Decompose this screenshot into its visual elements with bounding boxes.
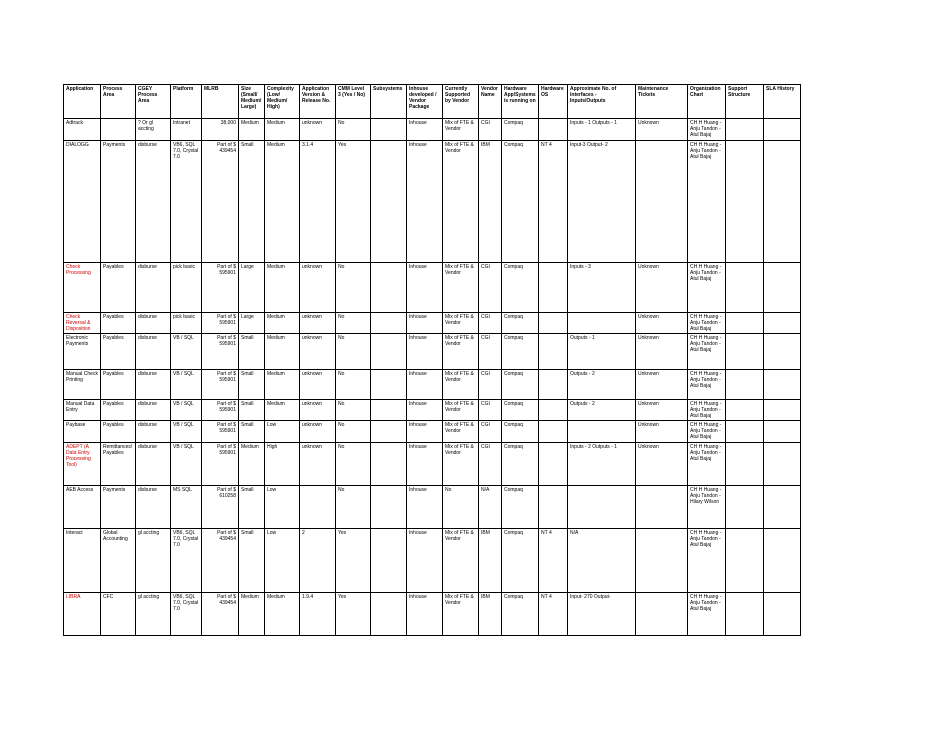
cell-hardware: Compaq [502, 370, 539, 400]
cell-subsystems [371, 313, 407, 334]
cell-version: 1.9.4 [300, 593, 336, 636]
cell-tickets: Unknown [636, 400, 688, 421]
cell-hardware: Compaq [502, 263, 539, 313]
cell-inhouse: Inhouse [407, 421, 443, 443]
cell-cgey-area: ? Or gl accting [136, 119, 171, 141]
cell-vendor: IBM [479, 529, 502, 593]
cell-os [539, 421, 568, 443]
cell-os [539, 263, 568, 313]
cell-complexity: Medium [265, 119, 300, 141]
cell-interfaces: Input- 270 Output- [568, 593, 636, 636]
cell-complexity: Low [265, 486, 300, 529]
cell-org-chart: CH H Huang - Anju Tandon - Atul Bajaj [688, 263, 726, 313]
cell-cmm: No [336, 421, 371, 443]
cell-support [726, 486, 764, 529]
cell-support [726, 334, 764, 370]
cell-application: Manual Data Entry [64, 400, 101, 421]
cell-subsystems [371, 593, 407, 636]
cell-vendor: CGI [479, 443, 502, 486]
cell-supported: No [443, 486, 479, 529]
cell-cgey-area: disburse [136, 263, 171, 313]
cell-inhouse: Inhouse [407, 263, 443, 313]
table-row [64, 400, 801, 421]
cell-vendor: CGI [479, 334, 502, 370]
cell-supported: Mix of FTE & Vendor [443, 443, 479, 486]
cell-interfaces: Inputs - 1 Outputs - 1 [568, 119, 636, 141]
cell-cgey-area: disburse [136, 334, 171, 370]
table-row [64, 529, 801, 593]
cell-supported: Mix of FTE & Vendor [443, 593, 479, 636]
col-mlrb: MLRB [202, 85, 239, 119]
col-cgey-process-area: CGEY Process Area [136, 85, 171, 119]
cell-version: unknown [300, 334, 336, 370]
col-sla: SLA History [764, 85, 801, 119]
table-row [64, 313, 801, 334]
cell-complexity: Low [265, 529, 300, 593]
cell-cmm: Yes [336, 141, 371, 263]
cell-subsystems [371, 334, 407, 370]
cell-process-area: Payables [101, 313, 136, 334]
cell-supported: Mix of FTE & Vendor [443, 334, 479, 370]
cell-cmm: No [336, 313, 371, 334]
cell-sla [764, 593, 801, 636]
cell-tickets: Unknown [636, 119, 688, 141]
cell-size: Medium [239, 443, 265, 486]
cell-hardware: Compaq [502, 486, 539, 529]
cell-mlrb: Part of $ 595901 [202, 263, 239, 313]
cell-cmm: No [336, 263, 371, 313]
cell-os [539, 313, 568, 334]
cell-process-area: Payments [101, 486, 136, 529]
col-complexity: Complexity (Low/ Medium/ High) [265, 85, 300, 119]
cell-org-chart: CH H Huang - Anju Tandon - Atul Bajaj [688, 593, 726, 636]
cell-version: 3.1.4 [300, 141, 336, 263]
table-row [64, 443, 801, 486]
cell-platform: MS SQL [171, 486, 202, 529]
cell-vendor: CGI [479, 263, 502, 313]
cell-org-chart: CH H Huang - Anju Tandon - Hilary Wilson [688, 486, 726, 529]
cell-cmm: No [336, 400, 371, 421]
cell-support [726, 443, 764, 486]
cell-os: NT 4 [539, 593, 568, 636]
cell-support [726, 529, 764, 593]
cell-cgey-area: disburse [136, 421, 171, 443]
cell-subsystems [371, 400, 407, 421]
cell-vendor: CGI [479, 421, 502, 443]
cell-org-chart: CH H Huang - Anju Tandon - Atul Bajaj [688, 313, 726, 334]
cell-supported: Mix of FTE & Vendor [443, 421, 479, 443]
cell-mlrb: Part of $ 595901 [202, 421, 239, 443]
cell-process-area: CFC [101, 593, 136, 636]
cell-os: NT 4 [539, 529, 568, 593]
cell-process-area: Payments [101, 141, 136, 263]
cell-application: Check Processing [64, 263, 101, 313]
cell-vendor: CGI [479, 119, 502, 141]
cell-sla [764, 486, 801, 529]
col-inhouse: Inhouse developed / Vendor Package [407, 85, 443, 119]
col-supported: Currently Supported by Vendor [443, 85, 479, 119]
cell-platform: VB6, SQL 7.0, Crystal 7.0 [171, 593, 202, 636]
cell-size: Small [239, 421, 265, 443]
cell-version: unknown [300, 400, 336, 421]
cell-cmm: No [336, 370, 371, 400]
cell-sla [764, 529, 801, 593]
table-row [64, 141, 801, 263]
cell-subsystems [371, 443, 407, 486]
cell-hardware: Compaq [502, 400, 539, 421]
cell-os [539, 334, 568, 370]
cell-supported: Mix of FTE & Vendor [443, 529, 479, 593]
cell-vendor: CGI [479, 400, 502, 421]
cell-application: ADEPT (A Data Entry Processing Tool) [64, 443, 101, 486]
cell-mlrb: Part of $ 595901 [202, 313, 239, 334]
cell-interfaces: Inputs - 3 [568, 263, 636, 313]
cell-mlrb: Part of $ 595901 [202, 400, 239, 421]
cell-tickets: Unknown [636, 421, 688, 443]
cell-cgey-area: disburse [136, 486, 171, 529]
cell-hardware: Compaq [502, 593, 539, 636]
cell-vendor: CGI [479, 313, 502, 334]
cell-supported: Mix of FTE & Vendor [443, 141, 479, 263]
cell-tickets: Unknown [636, 370, 688, 400]
cell-size: Large [239, 263, 265, 313]
cell-hardware: Compaq [502, 141, 539, 263]
cell-version [300, 486, 336, 529]
cell-interfaces: Input-3 Output- 2 [568, 141, 636, 263]
cell-size: Large [239, 313, 265, 334]
cell-process-area: Payables [101, 334, 136, 370]
cell-application: Adtrack [64, 119, 101, 141]
cell-support [726, 421, 764, 443]
cell-inhouse: Inhouse [407, 593, 443, 636]
table-row [64, 263, 801, 313]
cell-inhouse: Inhouse [407, 486, 443, 529]
cell-platform: Intranet [171, 119, 202, 141]
cell-support [726, 263, 764, 313]
cell-complexity: Medium [265, 400, 300, 421]
cell-cgey-area: gl accting [136, 593, 171, 636]
cell-platform: VB / SQL [171, 334, 202, 370]
cell-interfaces: Outputs - 1 [568, 334, 636, 370]
cell-version: unknown [300, 370, 336, 400]
cell-os [539, 370, 568, 400]
cell-supported: Mix of FTE & Vendor [443, 400, 479, 421]
cell-size: Small [239, 486, 265, 529]
cell-application: LIBRA [64, 593, 101, 636]
cell-sla [764, 400, 801, 421]
col-size: Size (Small/ Medium/ Large) [239, 85, 265, 119]
table-row [64, 593, 801, 636]
cell-supported: Mix of FTE & Vendor [443, 263, 479, 313]
cell-vendor: IBM [479, 593, 502, 636]
cell-subsystems [371, 141, 407, 263]
cell-vendor: N/A [479, 486, 502, 529]
cell-cmm: No [336, 486, 371, 529]
cell-support [726, 313, 764, 334]
cell-process-area: Payables [101, 400, 136, 421]
cell-version: unknown [300, 421, 336, 443]
cell-tickets: Unknown [636, 263, 688, 313]
cell-tickets [636, 529, 688, 593]
cell-sla [764, 370, 801, 400]
cell-size: Medium [239, 119, 265, 141]
table-body [64, 119, 801, 636]
cell-cgey-area: disburse [136, 141, 171, 263]
cell-cmm: No [336, 334, 371, 370]
cell-sla [764, 263, 801, 313]
cell-size: Small [239, 141, 265, 263]
cell-application: Paybase [64, 421, 101, 443]
cell-process-area: Payables [101, 370, 136, 400]
table-row [64, 486, 801, 529]
cell-complexity: Medium [265, 263, 300, 313]
cell-support [726, 141, 764, 263]
cell-inhouse: Inhouse [407, 313, 443, 334]
cell-tickets: Unknown [636, 313, 688, 334]
cell-cmm: Yes [336, 593, 371, 636]
cell-subsystems [371, 486, 407, 529]
cell-platform: VB / SQL [171, 443, 202, 486]
cell-org-chart: CH H Huang - Anju Tandon - Atul Bajaj [688, 400, 726, 421]
cell-org-chart: CH H Huang - Anju Tandon - Atul Bajaj [688, 334, 726, 370]
cell-inhouse: Inhouse [407, 529, 443, 593]
cell-cmm: Yes [336, 529, 371, 593]
col-interfaces: Approximate No. of interfaces - Inputs/Outputs [568, 85, 636, 119]
col-subsystems: Subsystems [371, 85, 407, 119]
cell-mlrb: 38,000 [202, 119, 239, 141]
col-process-area: Process Area [101, 85, 136, 119]
cell-vendor: CGI [479, 370, 502, 400]
cell-size: Small [239, 400, 265, 421]
cell-tickets [636, 486, 688, 529]
cell-application: Check Reversal & Disposition [64, 313, 101, 334]
cell-interfaces [568, 421, 636, 443]
col-application: Application [64, 85, 101, 119]
cell-tickets [636, 141, 688, 263]
applications-table [63, 84, 801, 636]
cell-vendor: IBM [479, 141, 502, 263]
cell-complexity: Medium [265, 334, 300, 370]
cell-org-chart: CH H Huang - Anju Tandon - Atul Bajaj [688, 443, 726, 486]
cell-application: Interact [64, 529, 101, 593]
cell-hardware: Compaq [502, 443, 539, 486]
cell-version: unknown [300, 313, 336, 334]
cell-mlrb: Part of $ 595901 [202, 334, 239, 370]
cell-size: Small [239, 529, 265, 593]
cell-hardware: Compaq [502, 334, 539, 370]
cell-mlrb: Part of $ 439454 [202, 141, 239, 263]
cell-version: unknown [300, 263, 336, 313]
cell-sla [764, 313, 801, 334]
cell-platform: VB6, SQL 7.0, Crystal 7.0 [171, 141, 202, 263]
table-row [64, 334, 801, 370]
table-row [64, 119, 801, 141]
cell-org-chart: CH H Huang - Anju Tandon - Atul Bajaj [688, 529, 726, 593]
cell-process-area: Payables [101, 263, 136, 313]
cell-supported: Mix of FTE & Vendor [443, 370, 479, 400]
cell-process-area [101, 119, 136, 141]
cell-sla [764, 443, 801, 486]
cell-org-chart: CH H Huang - Anju Tandon - Atul Bajaj [688, 421, 726, 443]
cell-size: Medium [239, 593, 265, 636]
col-tickets: Maintenance Tickets [636, 85, 688, 119]
cell-cmm: No [336, 119, 371, 141]
cell-platform: VB / SQL [171, 370, 202, 400]
cell-tickets: Unknown [636, 443, 688, 486]
cell-size: Small [239, 334, 265, 370]
cell-cgey-area: disburse [136, 443, 171, 486]
cell-inhouse: Inhouse [407, 370, 443, 400]
cell-process-area: Remittances/ Payables [101, 443, 136, 486]
cell-process-area: Payables [101, 421, 136, 443]
cell-support [726, 593, 764, 636]
cell-platform: VB / SQL [171, 400, 202, 421]
cell-interfaces [568, 313, 636, 334]
table-row [64, 421, 801, 443]
cell-platform: VB6, SQL 7.0, Crystal 7.0 [171, 529, 202, 593]
cell-os [539, 119, 568, 141]
col-cmm: CMM Level 3 (Yes / No) [336, 85, 371, 119]
cell-hardware: Compaq [502, 421, 539, 443]
cell-interfaces: Outputs - 2 [568, 400, 636, 421]
cell-sla [764, 421, 801, 443]
cell-complexity: Medium [265, 370, 300, 400]
cell-sla [764, 334, 801, 370]
cell-supported: Mix of FTE & Vendor [443, 313, 479, 334]
cell-support [726, 370, 764, 400]
col-support: Support Structure [726, 85, 764, 119]
cell-cgey-area: disburse [136, 313, 171, 334]
cell-cmm: No [336, 443, 371, 486]
cell-os [539, 400, 568, 421]
cell-mlrb: Part of $ 595901 [202, 443, 239, 486]
cell-interfaces: Outputs - 2 [568, 370, 636, 400]
col-platform: Platform [171, 85, 202, 119]
cell-mlrb: Part of $ 439454 [202, 593, 239, 636]
cell-process-area: Global Accounting [101, 529, 136, 593]
cell-hardware: Compaq [502, 313, 539, 334]
cell-org-chart: CH H Huang - Anju Tandon - Atul Bajaj [688, 370, 726, 400]
cell-subsystems [371, 263, 407, 313]
header-row [64, 85, 801, 119]
cell-application: AEB Access [64, 486, 101, 529]
cell-complexity: Medium [265, 593, 300, 636]
cell-subsystems [371, 370, 407, 400]
cell-sla [764, 119, 801, 141]
cell-inhouse: Inhouse [407, 334, 443, 370]
cell-cgey-area: disburse [136, 400, 171, 421]
col-org-chart: Organization Chart [688, 85, 726, 119]
cell-version: 2 [300, 529, 336, 593]
table-row [64, 370, 801, 400]
cell-application: DIALOGG [64, 141, 101, 263]
cell-application: Electronic Payments [64, 334, 101, 370]
cell-version: unknown [300, 119, 336, 141]
cell-mlrb: Part of $ 439454 [202, 529, 239, 593]
cell-complexity: High [265, 443, 300, 486]
col-hardware: Hardware App/Systems is running on [502, 85, 539, 119]
cell-inhouse: Inhouse [407, 119, 443, 141]
cell-cgey-area: gl accting [136, 529, 171, 593]
cell-org-chart: CH H Huang - Anju Tandon - Atul Bajaj [688, 119, 726, 141]
cell-inhouse: Inhouse [407, 400, 443, 421]
col-version: Application Version & Release No. [300, 85, 336, 119]
cell-platform: VB / SQL [171, 421, 202, 443]
cell-size: Small [239, 370, 265, 400]
cell-subsystems [371, 421, 407, 443]
cell-version: unknown [300, 443, 336, 486]
cell-complexity: Medium [265, 313, 300, 334]
cell-tickets [636, 593, 688, 636]
cell-org-chart: CH H Huang - Anju Tandon - Atul Bajaj [688, 141, 726, 263]
cell-interfaces: N/A [568, 529, 636, 593]
cell-mlrb: Part of $ 595901 [202, 370, 239, 400]
cell-platform: pick basic [171, 263, 202, 313]
cell-application: Manual Check Printing [64, 370, 101, 400]
cell-hardware: Compaq [502, 529, 539, 593]
cell-supported: Mix of FTE & Vendor [443, 119, 479, 141]
cell-interfaces: Inputs - 2 Outputs - 1 [568, 443, 636, 486]
cell-cgey-area: disburse [136, 370, 171, 400]
cell-subsystems [371, 119, 407, 141]
cell-os: NT 4 [539, 141, 568, 263]
cell-os [539, 486, 568, 529]
cell-os [539, 443, 568, 486]
cell-support [726, 400, 764, 421]
cell-inhouse: Inhouse [407, 443, 443, 486]
cell-mlrb: Part of $ 610258 [202, 486, 239, 529]
cell-inhouse: Inhouse [407, 141, 443, 263]
cell-interfaces [568, 486, 636, 529]
cell-tickets: Unknown [636, 334, 688, 370]
cell-subsystems [371, 529, 407, 593]
col-vendor: Vendor Name [479, 85, 502, 119]
cell-platform: pick basic [171, 313, 202, 334]
col-os: Hardware OS [539, 85, 568, 119]
cell-sla [764, 141, 801, 263]
cell-complexity: Medium [265, 141, 300, 263]
cell-support [726, 119, 764, 141]
cell-hardware: Compaq [502, 119, 539, 141]
cell-complexity: Low [265, 421, 300, 443]
